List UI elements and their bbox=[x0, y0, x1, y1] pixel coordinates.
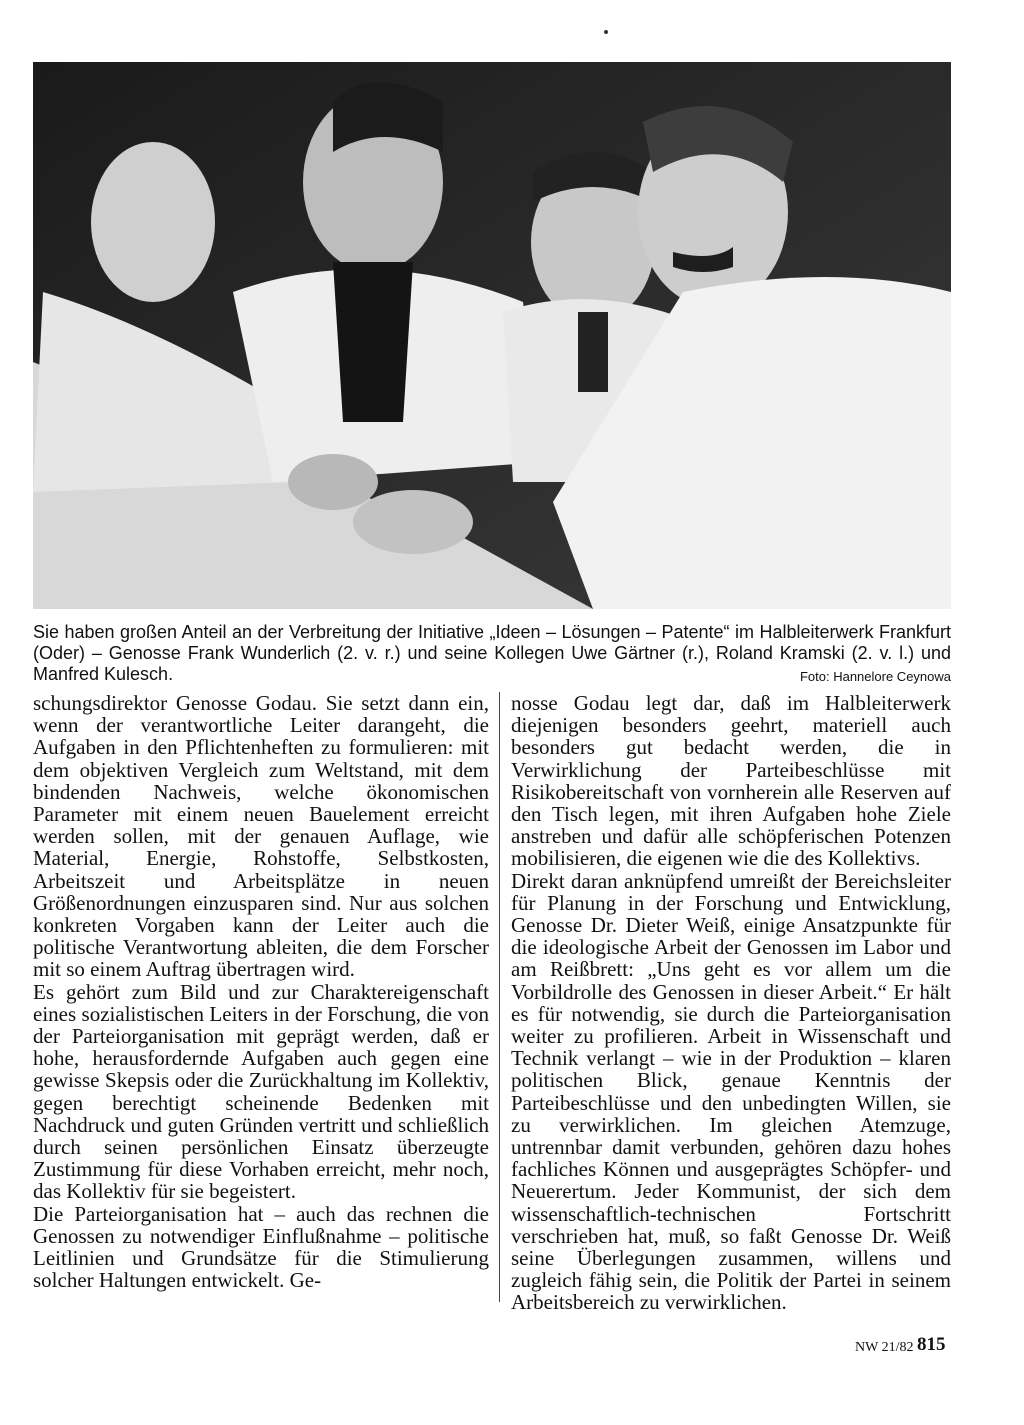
paragraph: Die Parteiorganisation hat – auch das rechnen die Genossen zu notwendiger Einflußnahme – politische Leitlinien und Grundsätze für die Stimulierung solcher Haltungen entwickelt. Ge- bbox=[33, 1201, 489, 1293]
group-photo-icon bbox=[33, 62, 951, 609]
caption-text: Sie haben großen Anteil an der Verbreitung der Initiative „Ideen – Lösungen – Patente“ im Halbleiterwerk Frankfurt (Oder) – Genosse Frank Wunderlich (2. v. r.) und seine Kollegen Uwe Gärtner (r.), Roland Kramski (2. v. l.) und Manfred Kulesch. bbox=[33, 622, 951, 684]
article-column-left bbox=[33, 692, 489, 1291]
column-divider bbox=[499, 692, 500, 1302]
paragraph: Direkt daran anknüpfend umreißt der Bereichsleiter für Planung in der Forschung und Entwicklung, Genosse Dr. Dieter Weiß, einige Ansatzpunkte für die ideologische Arbeit der Genossen im Labor und am Reißbrett: „Uns geht es vor allem um die Vorbildrolle des Genossen in dieser Arbeit.“ Er hält es für notwendig, sie durch die Parteiorganisation weiter zu profilieren. Arbeit in Wissenschaft und Technik verlangt – wie in der Produktion – klaren politischen Blick, genaue Kenntnis der Parteibeschlüsse und den unbedingten Willen, sie zu verwirklichen. Im gleichen Atemzuge, untrennbar damit verbunden, gehören dazu hohes fachliches Können und ausgeprägtes Schöpfer- und Neuerertum. Jeder Kommunist, der sich dem wissenschaftlich-technischen Fortschritt verschrieben hat, muß, so faßt Genosse Dr. Weiß seine Überlegungen zusammen, willens und zugleich fähig sein, die Politik der Partei in seinem Arbeitsbereich zu verwirklichen. bbox=[511, 868, 951, 1315]
group-photo bbox=[33, 62, 951, 609]
paragraph: schungsdirektor Genosse Godau. Sie setzt dann ein, wenn der verantwortliche Leiter darangeht, die Aufgaben in den Pflichtenheften zu formulieren: mit dem objektiven Vergleich zum Weltstand, mit dem bindenden Nachweis, welche ökonomischen Parameter mit einem neuen Bauelement erreicht werden sollen, mit der genauen Auflage, wie Material, Energie, Rohstoffe, Selbstkosten, Arbeitszeit und Arbeitsplätze in neuen Größenordnungen einzusparen sind. Nur aus solchen konkreten Vorgaben kann der Leiter auch die politische Verantwortung ableiten, die dem Forscher mit so einem Auftrag übertragen wird. bbox=[33, 691, 489, 982]
article-column-right bbox=[511, 692, 951, 1314]
paragraph: Es gehört zum Bild und zur Charaktereigenschaft eines sozialistischen Leiters in der Forschung, die von der Parteiorganisation mit geprägt werden, daß er hohe, herausfordernde Aufgaben auch gegen eine gewisse Skepsis oder die Zurückhaltung im Kollektiv, gegen berechtigt scheinende Bedenken mit Nachdruck und guten Gründen vertritt und schließlich durch seinen persönlichen Einsatz überzeugte Zustimmung für diese Vorhaben erreicht, mehr noch, das Kollektiv für sie begeistert. bbox=[33, 979, 489, 1204]
page-number: 815 bbox=[917, 1334, 946, 1355]
print-speck bbox=[604, 30, 608, 34]
paragraph: nosse Godau legt dar, daß im Halbleiterwerk diejenigen besonders geehrt, materiell auch besonders gut bedacht werden, die in Verwirklichung der Parteibeschlüsse mit Risikobereitschaft von vornherein alle Reserven auf den Tisch legen, mit ihren Aufgaben hohe Ziele anstreben und dafür alle schöpferischen Potenzen mobilisieren, die eigenen wie die des Kollektivs. bbox=[511, 691, 951, 871]
photo-caption bbox=[33, 622, 951, 687]
issue-number: NW 21/82 bbox=[855, 1340, 914, 1355]
photo-credit: Foto: Hannelore Ceynowa bbox=[799, 669, 951, 684]
